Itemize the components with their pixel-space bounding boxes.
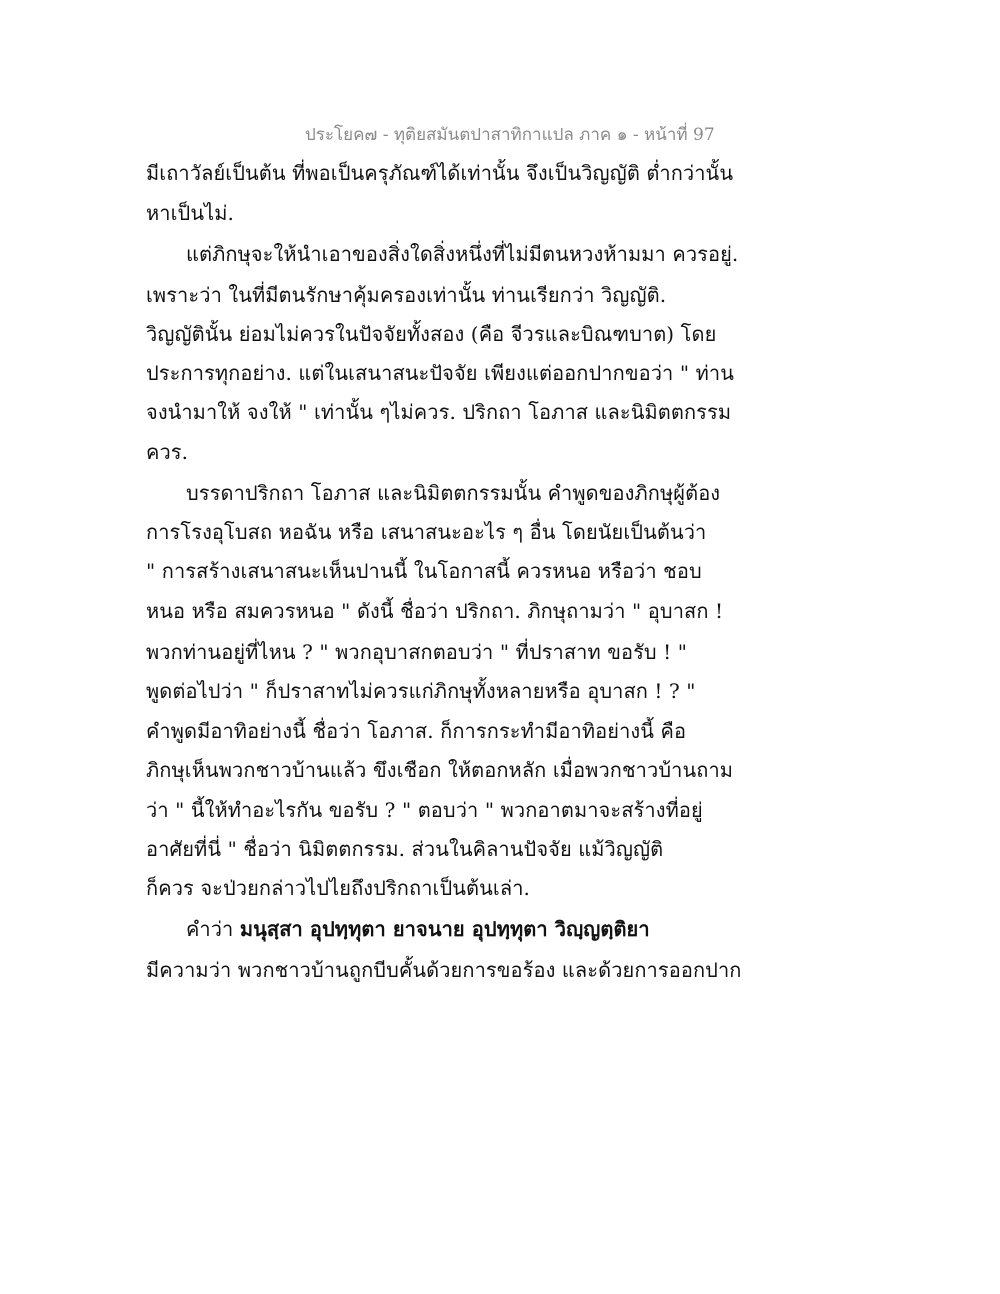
text-line: จงนำมาให้ จงให้ " เท่านั้น ๆไม่ควร. ปริกถา โอภาส และนิมิตตกรรม bbox=[146, 400, 732, 424]
text-line: ว่า " นี้ให้ทำอะไรกัน ขอรับ ? " ตอบว่า " พวกอาตมาจะสร้างที่อยู่ bbox=[146, 798, 703, 822]
text-line: มีความว่า พวกชาวบ้านถูกบีบคั้นด้วยการขอร้อง และด้วยการออกปาก bbox=[146, 958, 742, 982]
text-line: ภิกษุเห็นพวกชาวบ้านแล้ว ขึงเชือก ให้ตอกหลัก เมื่อพวกชาวบ้านถาม bbox=[146, 758, 734, 782]
text-line: ควร. bbox=[146, 440, 189, 464]
pali-term: มนุสฺสา อุปทฺทุตา ยาจนาย อุปทฺทุตา วิญฺญตฺติยา bbox=[239, 917, 650, 941]
text-line: คำพูดมีอาทิอย่างนี้ ชื่อว่า โอภาส. ก็การกระทำมีอาทิอย่างนี้ คือ bbox=[146, 719, 687, 743]
term-intro: คำว่า bbox=[186, 917, 240, 941]
text-line: มีเถาวัลย์เป็นต้น ที่พอเป็นครุภัณฑ์ได้เท่านั้น จึงเป็นวิญญัติ ต่ำกว่านั้น bbox=[146, 161, 734, 185]
text-line: พูดต่อไปว่า " ก็ปราสาทไม่ควรแก่ภิกษุทั้งหลายหรือ อุบาสก ! ? " bbox=[146, 679, 696, 703]
text-line: บรรดาปริกถา โอภาส และนิมิตตกรรมนั้น คำพูดของภิกษุผู้ต้อง bbox=[186, 481, 721, 505]
text-line: " การสร้างเสนาสนะเห็นปานนี้ ในโอกาสนี้ ควรหนอ หรือว่า ชอบ bbox=[146, 559, 702, 583]
text-line: เพราะว่า ในที่มีตนรักษาคุ้มครองเท่านั้น ท่านเรียกว่า วิญญัติ. bbox=[146, 283, 667, 307]
text-line: หนอ หรือ สมควรหนอ " ดังนี้ ชื่อว่า ปริกถา. ภิกษุถามว่า " อุบาสก ! bbox=[146, 599, 724, 623]
page-header: ประโยค๗ - ทุติยสมันตปาสาทิกาแปล ภาค ๑ - หน้าที่ 97 bbox=[305, 125, 715, 145]
text-line: หาเป็นไม่. bbox=[146, 201, 235, 225]
text-line bbox=[186, 916, 650, 942]
text-line: ประการทุกอย่าง. แต่ในเสนาสนะปัจจัย เพียงแต่ออกปากขอว่า " ท่าน bbox=[146, 361, 734, 385]
text-line: การโรงอุโบสถ หอฉัน หรือ เสนาสนะอะไร ๆ อื่น โดยนัยเป็นต้นว่า bbox=[146, 520, 707, 544]
text-line: อาศัยที่นี่ " ชื่อว่า นิมิตตกรรม. ส่วนในคิลานปัจจัย แม้วิญญัติ bbox=[146, 837, 664, 861]
text-line: วิญญัตินั้น ย่อมไม่ควรในปัจจัยทั้งสอง (คือ จีวรและบิณฑบาต) โดย bbox=[146, 322, 717, 346]
text-line: แต่ภิกษุจะให้นำเอาของสิ่งใดสิ่งหนึ่งที่ไม่มีตนหวงห้ามมา ควรอยู่. bbox=[186, 242, 739, 266]
text-line: ก็ควร จะป่วยกล่าวไปไยถึงปริกถาเป็นต้นเล่า. bbox=[146, 876, 530, 900]
text-line: พวกท่านอยู่ที่ไหน ? " พวกอุบาสกตอบว่า " ที่ปราสาท ขอรับ ! " bbox=[146, 640, 688, 664]
